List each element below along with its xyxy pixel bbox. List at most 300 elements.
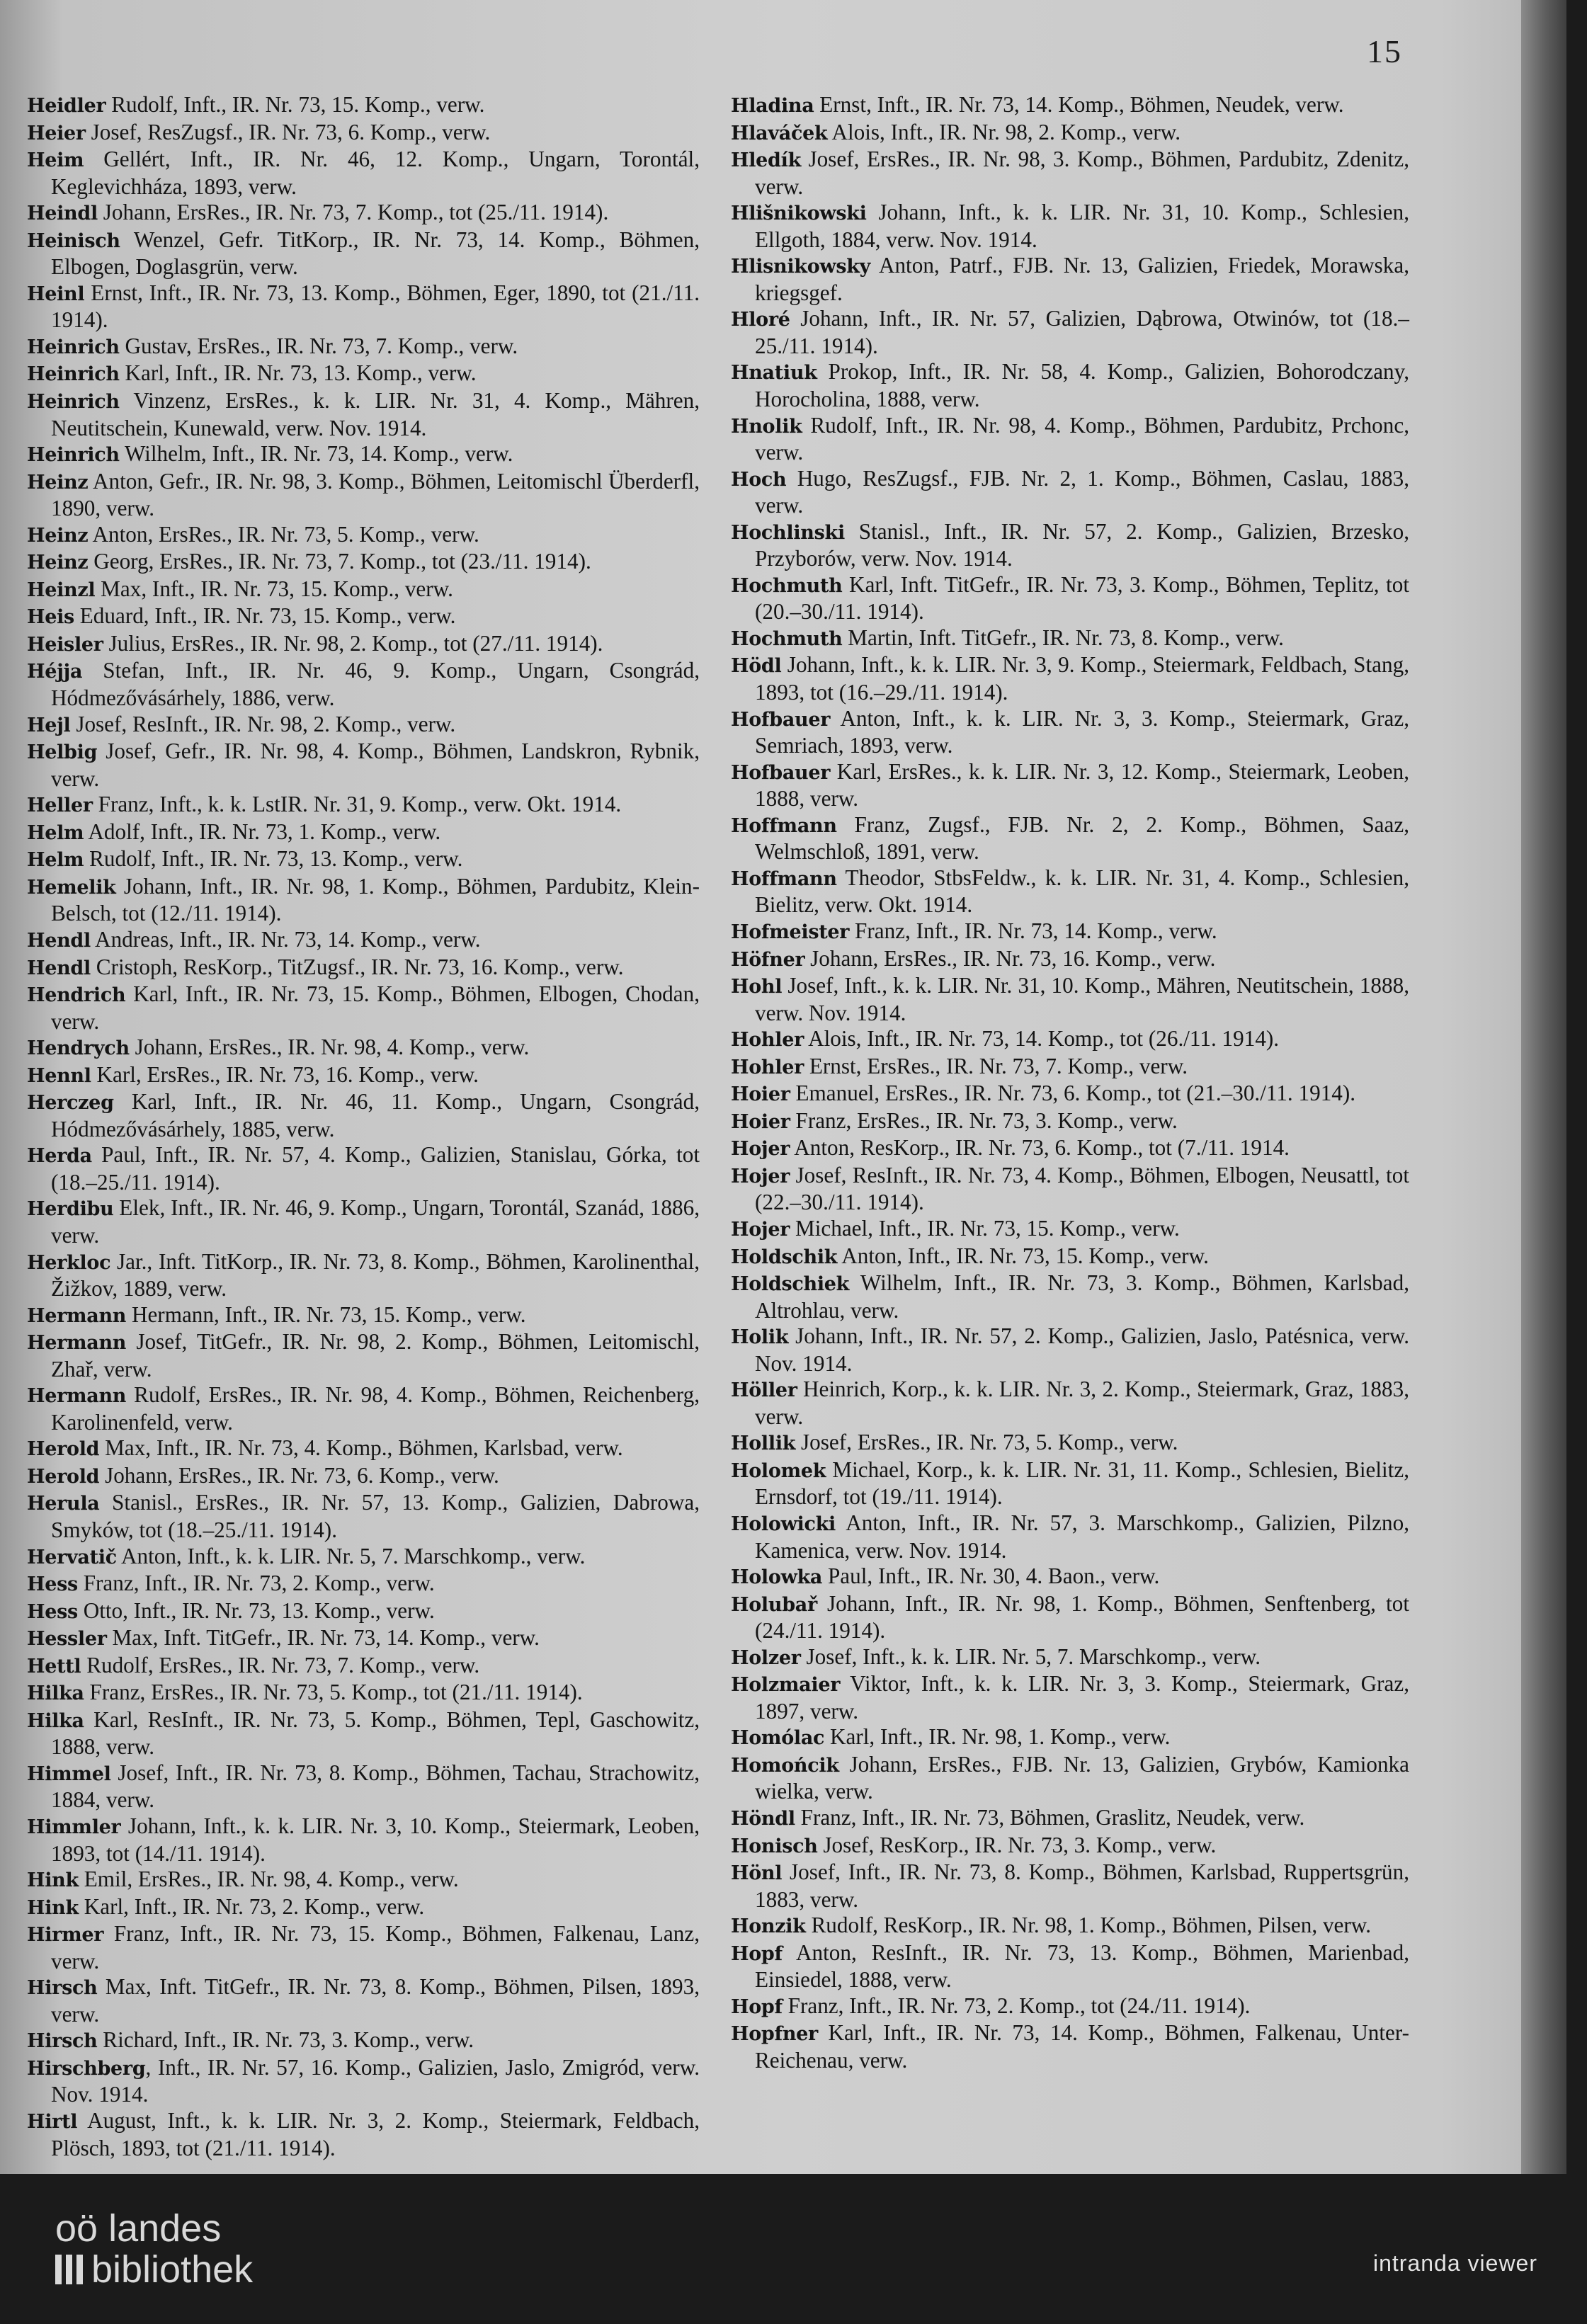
register-entry bbox=[731, 519, 1409, 572]
entry-details: Hugo, ResZugsf., FJB. Nr. 2, 1. Komp., Böhmen, Caslau, 1883, verw. bbox=[755, 465, 1409, 518]
entry-details: Franz, Inft., IR. Nr. 73, Böhmen, Graslitz, Neudek, verw. bbox=[795, 1805, 1305, 1830]
entry-details: Georg, ErsRes., IR. Nr. 73, 7. Komp., tot (23./11. 1914). bbox=[88, 549, 591, 574]
entry-surname: Hermann bbox=[27, 1385, 127, 1408]
entry-details: Johann, Inft., k. k. LIR. Nr. 31, 10. Komp., Schlesien, Ellgoth, 1884, verw. Nov. 1914. bbox=[755, 200, 1409, 252]
entry-details: Anton, ErsRes., IR. Nr. 73, 5. Komp., verw. bbox=[88, 521, 479, 547]
entry-details: Karl, ErsRes., IR. Nr. 73, 16. Komp., verw. bbox=[91, 1061, 479, 1087]
entry-surname: Hilka bbox=[27, 1682, 84, 1705]
register-entry bbox=[27, 1089, 700, 1142]
register-entry bbox=[731, 572, 1409, 625]
entry-details: Michael, Korp., k. k. LIR. Nr. 31, 11. Komp., Schlesien, Bielitz, Ernsdorf, tot (19./11. 1914). bbox=[755, 1457, 1409, 1510]
entry-surname: Holzmaier bbox=[731, 1674, 841, 1697]
entry-surname: Hoffmann bbox=[731, 814, 837, 837]
entry-details: Max, Inft. TitGefr., IR. Nr. 73, 14. Komp., verw. bbox=[106, 1625, 540, 1651]
entry-details: Ernst, Inft., IR. Nr. 73, 13. Komp., Böhmen, Eger, 1890, tot (21./11. 1914). bbox=[51, 280, 700, 333]
entry-details: Karl, Inft., IR. Nr. 73, 14. Komp., Böhmen, Falkenau, Unter-Reichenau, verw. bbox=[755, 2020, 1409, 2073]
entry-details: Karl, Inft., IR. Nr. 73, 15. Komp., Böhmen, Elbogen, Chodan, verw. bbox=[51, 981, 700, 1034]
register-entry bbox=[731, 1108, 1409, 1136]
entry-surname: Hopf bbox=[731, 1942, 783, 1965]
register-entry bbox=[731, 1752, 1409, 1805]
register-entry bbox=[731, 1671, 1409, 1724]
entry-details: Ernst, Inft., IR. Nr. 73, 14. Komp., Böhmen, Neudek, verw. bbox=[814, 92, 1344, 117]
entry-details: Jar., Inft. TitKorp., IR. Nr. 73, 8. Komp., Böhmen, Karolinenthal, Žižkov, 1889, verw. bbox=[51, 1248, 700, 1301]
entry-details: Max, Inft., IR. Nr. 73, 15. Komp., verw. bbox=[95, 576, 453, 601]
entry-surname: Hönl bbox=[731, 1862, 783, 1885]
entry-details: Alois, Inft., IR. Nr. 73, 14. Komp., tot (26./11. 1914). bbox=[804, 1026, 1280, 1052]
logo-line-1: oö landes bbox=[55, 2207, 222, 2250]
register-entry bbox=[27, 631, 700, 659]
entry-details: Paul, Inft., IR. Nr. 57, 4. Komp., Galizien, Stanislau, Górka, tot (18.–25./11. 1914). bbox=[51, 1142, 700, 1195]
entry-surname: Hink bbox=[27, 1896, 79, 1919]
entry-details: Johann, Inft., IR. Nr. 57, 2. Komp., Galizien, Jaslo, Patésnica, verw. Nov. 1914. bbox=[755, 1323, 1409, 1376]
entry-details: Josef, ErsRes., IR. Nr. 98, 3. Komp., Böhmen, Pardubitz, Zdenitz, verw. bbox=[755, 147, 1409, 199]
register-entry bbox=[731, 1243, 1409, 1271]
entry-details: Ernst, ErsRes., IR. Nr. 73, 7. Komp., verw. bbox=[804, 1053, 1188, 1078]
entry-details: Franz, Inft., IR. Nr. 73, 2. Komp., verw. bbox=[77, 1571, 435, 1596]
entry-details: Anton, Inft., IR. Nr. 73, 15. Komp., verw. bbox=[837, 1243, 1209, 1268]
register-entry bbox=[731, 918, 1409, 946]
entry-surname: Hess bbox=[27, 1573, 78, 1596]
entry-details: Josef, ErsRes., IR. Nr. 73, 5. Komp., verw. bbox=[795, 1430, 1178, 1455]
register-entry bbox=[731, 120, 1409, 147]
entry-details: Wilhelm, Inft., IR. Nr. 73, 14. Komp., verw. bbox=[119, 441, 513, 467]
entry-surname: Heinz bbox=[27, 524, 89, 547]
register-entry bbox=[27, 1625, 700, 1653]
entry-surname: Heinrich bbox=[27, 363, 120, 386]
entry-details: Johann, ErsRes., IR. Nr. 73, 7. Komp., tot (25./11. 1914). bbox=[97, 200, 609, 225]
logo-line-2: bibliothek bbox=[91, 2248, 254, 2291]
register-entry bbox=[731, 812, 1409, 865]
entry-surname: Hlisnikowsky bbox=[731, 256, 871, 278]
register-entry bbox=[27, 819, 700, 847]
entry-details: Wilhelm, Inft., IR. Nr. 73, 3. Komp., Böhmen, Karlsbad, Altrohlau, verw. bbox=[755, 1270, 1409, 1323]
entry-surname: Hervatič bbox=[27, 1546, 117, 1568]
entry-surname: Hemelik bbox=[27, 876, 116, 899]
register-entry bbox=[731, 200, 1409, 253]
register-entry bbox=[731, 1591, 1409, 1644]
entry-surname: Heidler bbox=[27, 95, 106, 117]
register-entry bbox=[731, 306, 1409, 359]
entry-surname: Hirtl bbox=[27, 2111, 78, 2134]
register-entry bbox=[27, 1707, 700, 1760]
entry-surname: Hirsch bbox=[27, 1977, 98, 2000]
entry-surname: Hopfner bbox=[731, 2023, 818, 2046]
right-column bbox=[731, 92, 1409, 2073]
entry-details: Theodor, StbsFeldw., k. k. LIR. Nr. 31, 4. Komp., Schlesien, Bielitz, verw. Okt. 1914. bbox=[755, 865, 1409, 918]
entry-surname: Hoier bbox=[731, 1110, 790, 1133]
register-entry bbox=[27, 1813, 700, 1867]
entry-details: Karl, ErsRes., k. k. LIR. Nr. 3, 12. Komp., Steiermark, Leoben, 1888, verw. bbox=[755, 758, 1409, 811]
entry-surname: Héjja bbox=[27, 661, 83, 683]
entry-surname: Hirsch bbox=[27, 2030, 98, 2053]
register-entry bbox=[27, 1329, 700, 1382]
register-entry bbox=[731, 466, 1409, 519]
register-entry bbox=[731, 1026, 1409, 1054]
register-entry bbox=[27, 712, 700, 739]
entry-surname: Höller bbox=[731, 1379, 797, 1402]
entry-surname: Hojer bbox=[731, 1138, 790, 1161]
entry-surname: Hettl bbox=[27, 1655, 81, 1678]
register-entry bbox=[27, 120, 700, 147]
entry-surname: Heinrich bbox=[27, 336, 120, 358]
entry-surname: Heinl bbox=[27, 283, 85, 305]
entry-surname: Hnolik bbox=[731, 415, 802, 438]
register-entry bbox=[27, 1894, 700, 1922]
entry-details: Johann, ErsRes., IR. Nr. 73, 16. Komp., verw. bbox=[804, 945, 1216, 971]
register-entry bbox=[27, 658, 700, 711]
entry-surname: Hoch bbox=[731, 468, 787, 491]
register-entry bbox=[27, 1680, 700, 1707]
entry-surname: Hilka bbox=[27, 1709, 84, 1732]
register-entry bbox=[27, 147, 700, 200]
entry-surname: Heller bbox=[27, 794, 93, 817]
register-entry bbox=[731, 706, 1409, 759]
entry-details: Emil, ErsRes., IR. Nr. 98, 4. Komp., verw. bbox=[78, 1867, 459, 1892]
register-entry bbox=[27, 1463, 700, 1491]
register-entry bbox=[731, 359, 1409, 412]
register-entry bbox=[731, 2020, 1409, 2073]
entry-details: Rudolf, Inft., IR. Nr. 73, 13. Komp., verw. bbox=[84, 846, 463, 872]
entry-details: Rudolf, ErsRes., IR. Nr. 73, 7. Komp., verw. bbox=[81, 1652, 480, 1678]
entry-details: Rudolf, Inft., IR. Nr. 98, 4. Komp., Böhmen, Pardubitz, Prchonc, verw. bbox=[755, 412, 1409, 465]
entry-surname: Heindl bbox=[27, 203, 98, 225]
register-entry bbox=[27, 1598, 700, 1626]
register-entry bbox=[27, 2055, 700, 2108]
entry-details: Franz, Inft., IR. Nr. 73, 14. Komp., verw. bbox=[849, 918, 1217, 943]
register-entry bbox=[731, 1859, 1409, 1913]
entry-details: Gellért, Inft., IR. Nr. 46, 12. Komp., Ungarn, Torontál, Keglevichháza, 1893, verw. bbox=[51, 147, 700, 199]
entry-details: Vinzenz, ErsRes., k. k. LIR. Nr. 31, 4. Komp., Mähren, Neutitschein, Kunewald, verw. Nov. 1914. bbox=[51, 388, 700, 440]
entry-details: Anton, Inft., k. k. LIR. Nr. 5, 7. Marschkomp., verw. bbox=[116, 1543, 586, 1568]
entry-surname: Hessler bbox=[27, 1628, 107, 1651]
entry-details: Karl, Inft., IR. Nr. 73, 13. Komp., verw. bbox=[119, 360, 477, 386]
entry-details: Rudolf, Inft., IR. Nr. 73, 15. Komp., verw. bbox=[106, 92, 485, 117]
entry-details: Josef, Gefr., IR. Nr. 98, 4. Komp., Böhmen, Landskron, Rybnik, verw. bbox=[51, 739, 700, 791]
entry-surname: Hochlinski bbox=[731, 521, 845, 544]
entry-surname: Hochmuth bbox=[731, 574, 843, 597]
entry-details: Johann, Inft., IR. Nr. 98, 1. Komp., Böhmen, Pardubitz, Klein-Belsch, tot (12./11. 1914). bbox=[51, 873, 700, 926]
entry-surname: Helm bbox=[27, 849, 84, 872]
entry-surname: Hopf bbox=[731, 1995, 783, 2018]
entry-details: Wenzel, Gefr. TitKorp., IR. Nr. 73, 14. Komp., Böhmen, Elbogen, Doglasgrün, verw. bbox=[51, 227, 700, 280]
register-entry bbox=[27, 1142, 700, 1195]
register-entry bbox=[27, 1382, 700, 1435]
register-entry bbox=[731, 147, 1409, 200]
entry-surname: Hoier bbox=[731, 1083, 790, 1106]
entry-surname: Hödl bbox=[731, 655, 782, 678]
entry-surname: Herkloc bbox=[27, 1251, 111, 1274]
entry-details: Johann, ErsRes., FJB. Nr. 13, Galizien, Grybów, Kamionka wielka, verw. bbox=[755, 1751, 1409, 1804]
entry-details: Karl, ResInft., IR. Nr. 73, 5. Komp., Böhmen, Tepl, Gaschowitz, 1888, verw. bbox=[51, 1707, 700, 1760]
entry-surname: Holubař bbox=[731, 1593, 817, 1616]
register-entry bbox=[731, 1054, 1409, 1081]
entry-surname: Hloré bbox=[731, 309, 790, 331]
entry-details: Max, Inft., IR. Nr. 73, 4. Komp., Böhmen, Karlsbad, verw. bbox=[99, 1435, 623, 1461]
entry-surname: Hirschberg bbox=[27, 2057, 146, 2080]
entry-details: Heinrich, Korp., k. k. LIR. Nr. 3, 2. Komp., Steiermark, Graz, 1883, verw. bbox=[755, 1377, 1409, 1429]
register-entry bbox=[27, 981, 700, 1035]
register-entry bbox=[27, 1249, 700, 1302]
entry-details: Rudolf, ResKorp., IR. Nr. 98, 1. Komp., Böhmen, Pilsen, verw. bbox=[805, 1913, 1372, 1938]
entry-surname: Hofmeister bbox=[731, 921, 850, 943]
entry-details: Franz, Inft., IR. Nr. 73, 15. Komp., Böhmen, Falkenau, Lanz, verw. bbox=[51, 1921, 700, 1973]
entry-details: Franz, Inft., IR. Nr. 73, 2. Komp., tot (24./11. 1914). bbox=[782, 1993, 1251, 2018]
register-entry bbox=[731, 1940, 1409, 1993]
entry-surname: Hlaváček bbox=[731, 122, 828, 144]
entry-surname: Heis bbox=[27, 606, 74, 629]
entry-surname: Holdschiek bbox=[731, 1273, 850, 1296]
register-entry bbox=[27, 1035, 700, 1062]
entry-surname: Hennl bbox=[27, 1064, 91, 1087]
entry-surname: Hendl bbox=[27, 929, 91, 952]
entry-surname: Honisch bbox=[731, 1835, 818, 1857]
entry-details: Karl, Inft., IR. Nr. 98, 1. Komp., verw. bbox=[824, 1724, 1171, 1750]
register-entry bbox=[731, 1457, 1409, 1510]
register-entry bbox=[27, 576, 700, 604]
entry-surname: Hermann bbox=[27, 1304, 127, 1327]
entry-details: Adolf, Inft., IR. Nr. 73, 1. Komp., verw. bbox=[84, 819, 441, 844]
register-entry bbox=[731, 1724, 1409, 1752]
register-entry bbox=[27, 1062, 700, 1090]
entry-surname: Hink bbox=[27, 1869, 79, 1892]
entry-details: Franz, ErsRes., IR. Nr. 73, 5. Komp., tot (21./11. 1914). bbox=[84, 1680, 583, 1705]
entry-details: Stefan, Inft., IR. Nr. 46, 9. Komp., Ungarn, Csongrád, Hódmezővásárhely, 1886, verw. bbox=[51, 658, 700, 711]
entry-surname: Herold bbox=[27, 1465, 100, 1488]
register-entry bbox=[27, 2027, 700, 2055]
entry-surname: Hollik bbox=[731, 1432, 796, 1455]
register-entry bbox=[731, 946, 1409, 974]
entry-details: Anton, ResKorp., IR. Nr. 73, 6. Komp., tot (7./11. 1914. bbox=[790, 1135, 1290, 1161]
entry-surname: Himmel bbox=[27, 1762, 111, 1785]
entry-surname: Holowicki bbox=[731, 1513, 836, 1535]
entry-surname: Hoffmann bbox=[731, 867, 837, 890]
entry-surname: Homólac bbox=[731, 1727, 825, 1750]
entry-surname: Helm bbox=[27, 821, 84, 844]
entry-surname: Hofbauer bbox=[731, 708, 831, 731]
entry-details: Prokop, Inft., IR. Nr. 58, 4. Komp., Galizien, Bohorodczany, Horocholina, 1888, verw. bbox=[755, 359, 1409, 412]
entry-details: Hermann, Inft., IR. Nr. 73, 15. Komp., verw. bbox=[126, 1301, 526, 1327]
entry-details: Viktor, Inft., k. k. LIR. Nr. 3, 3. Komp., Steiermark, Graz, 1897, verw. bbox=[755, 1671, 1409, 1724]
entry-details: Stanisl., Inft., IR. Nr. 57, 2. Komp., Galizien, Brzesko, Przyborów, verw. Nov. 1914. bbox=[755, 518, 1409, 571]
entry-details: Anton, Inft., IR. Nr. 57, 3. Marschkomp., Galizien, Pilzno, Kamenica, verw. Nov. 1914. bbox=[755, 1510, 1409, 1563]
register-entry bbox=[27, 1195, 700, 1248]
entry-surname: Holdschik bbox=[731, 1246, 838, 1268]
entry-details: Richard, Inft., IR. Nr. 73, 3. Komp., verw. bbox=[97, 2027, 474, 2053]
register-entry bbox=[731, 1135, 1409, 1163]
register-entry bbox=[27, 1921, 700, 1974]
register-entry bbox=[27, 1302, 700, 1330]
entry-surname: Hohler bbox=[731, 1056, 804, 1078]
entry-details: Josef, ResZugsf., IR. Nr. 73, 6. Komp., verw. bbox=[85, 119, 491, 144]
entry-details: Anton, Patrf., FJB. Nr. 13, Galizien, Friedek, Morawska, kriegsgef. bbox=[755, 253, 1409, 305]
register-entry bbox=[27, 441, 700, 469]
register-entry bbox=[27, 927, 700, 955]
entry-details: Anton, ResInft., IR. Nr. 73, 13. Komp., Böhmen, Marienbad, Einsiedel, 1888, verw. bbox=[755, 1939, 1409, 1993]
register-entry bbox=[731, 92, 1409, 120]
entry-surname: Heinisch bbox=[27, 229, 120, 252]
register-entry bbox=[731, 1563, 1409, 1591]
register-entry bbox=[731, 1270, 1409, 1323]
entry-details: Josef, TitGefr., IR. Nr. 98, 2. Komp., Böhmen, Leitomischl, Zhař, verw. bbox=[51, 1329, 700, 1382]
register-entry bbox=[731, 1323, 1409, 1377]
register-entry bbox=[27, 1760, 700, 1813]
entry-details: Andreas, Inft., IR. Nr. 73, 14. Komp., verw. bbox=[90, 926, 481, 952]
entry-surname: Hnatiuk bbox=[731, 362, 817, 385]
entry-surname: Hermann bbox=[27, 1332, 127, 1355]
book-spine-shadow bbox=[1521, 0, 1566, 2174]
register-entry bbox=[27, 955, 700, 982]
entry-surname: Heinz bbox=[27, 552, 89, 574]
page-number: 15 bbox=[1367, 33, 1402, 69]
entry-details: Emanuel, ErsRes., IR. Nr. 73, 6. Komp., tot (21.–30./11. 1914). bbox=[790, 1081, 1356, 1106]
entry-surname: Hojer bbox=[731, 1165, 790, 1187]
register-entry bbox=[27, 92, 700, 120]
entry-surname: Heinrich bbox=[27, 391, 120, 414]
register-entry bbox=[27, 280, 700, 334]
entry-details: Franz, Inft., k. k. LstIR. Nr. 31, 9. Komp., verw. Okt. 1914. bbox=[92, 792, 622, 817]
register-entry bbox=[27, 603, 700, 631]
register-entry bbox=[731, 1805, 1409, 1833]
register-entry bbox=[27, 334, 700, 361]
register-entry bbox=[27, 792, 700, 819]
register-entry bbox=[27, 1544, 700, 1571]
entry-details: August, Inft., k. k. LIR. Nr. 3, 2. Komp., Steiermark, Feldbach, Plösch, 1893, tot (21./11. 1914). bbox=[51, 2108, 700, 2160]
register-entry bbox=[27, 1571, 700, 1598]
logo-bars-icon bbox=[55, 2255, 83, 2284]
register-entry bbox=[27, 522, 700, 549]
register-entry bbox=[27, 2108, 700, 2161]
entry-surname: Hochmuth bbox=[731, 627, 843, 650]
register-entry bbox=[27, 200, 700, 227]
register-entry bbox=[731, 1377, 1409, 1430]
register-entry bbox=[27, 1490, 700, 1543]
register-entry bbox=[731, 1913, 1409, 1940]
entry-surname: Hirmer bbox=[27, 1924, 104, 1947]
register-entry bbox=[27, 874, 700, 927]
entry-surname: Herda bbox=[27, 1145, 92, 1168]
entry-surname: Heier bbox=[27, 122, 86, 144]
register-entry bbox=[27, 388, 700, 441]
entry-details: Josef, Inft., k. k. LIR. Nr. 31, 10. Komp., Mähren, Neutitschein, 1888, verw. Nov. 1914. bbox=[755, 973, 1409, 1025]
entry-details: Anton, Gefr., IR. Nr. 98, 3. Komp., Böhmen, Leitomischl Überderfl, 1890, verw. bbox=[51, 468, 700, 521]
entry-surname: Heinzl bbox=[27, 579, 96, 601]
entry-details: Eduard, Inft., IR. Nr. 73, 15. Komp., verw. bbox=[74, 603, 456, 629]
entry-details: Michael, Inft., IR. Nr. 73, 15. Komp., verw. bbox=[790, 1215, 1180, 1241]
left-column bbox=[27, 92, 700, 2161]
entry-details: Stanisl., ErsRes., IR. Nr. 57, 13. Komp., Galizien, Dabrowa, Smyków, tot (18.–25./11. 1914). bbox=[51, 1490, 700, 1542]
entry-details: Otto, Inft., IR. Nr. 73, 13. Komp., verw. bbox=[77, 1597, 435, 1623]
entry-details: Johann, Inft., k. k. LIR. Nr. 3, 9. Komp., Steiermark, Feldbach, Stang, 1893, tot (16.–29./11. 1914). bbox=[755, 652, 1409, 705]
register-entry bbox=[27, 360, 700, 388]
entry-surname: Hledík bbox=[731, 149, 801, 172]
entry-details: Karl, Inft., IR. Nr. 73, 2. Komp., verw. bbox=[78, 1893, 425, 1919]
register-entry bbox=[27, 1974, 700, 2027]
entry-details: Josef, ResInft., IR. Nr. 98, 2. Komp., verw. bbox=[70, 711, 456, 736]
entry-details: Martin, Inft. TitGefr., IR. Nr. 73, 8. Komp., verw. bbox=[842, 625, 1284, 650]
entry-surname: Hohler bbox=[731, 1029, 804, 1052]
entry-surname: Höndl bbox=[731, 1808, 795, 1830]
entry-details: Johann, ErsRes., IR. Nr. 98, 4. Komp., verw. bbox=[129, 1035, 530, 1060]
register-entry bbox=[731, 652, 1409, 705]
library-logo bbox=[55, 2208, 253, 2290]
entry-details: Josef, ResKorp., IR. Nr. 73, 3. Komp., verw. bbox=[817, 1832, 1217, 1857]
entry-surname: Honzik bbox=[731, 1915, 806, 1938]
entry-details: Johann, Inft., IR. Nr. 57, Galizien, Dąbrowa, Otwinów, tot (18.–25./11. 1914). bbox=[755, 306, 1409, 358]
entry-surname: Homońcik bbox=[731, 1754, 839, 1777]
entry-details: Josef, Inft., IR. Nr. 73, 8. Komp., Böhmen, Tachau, Strachowitz, 1884, verw. bbox=[51, 1760, 700, 1813]
entry-details: Julius, ErsRes., IR. Nr. 98, 2. Komp., tot (27./11. 1914). bbox=[103, 630, 603, 656]
register-entry bbox=[731, 1993, 1409, 2021]
entry-details: Franz, ErsRes., IR. Nr. 73, 3. Komp., verw. bbox=[790, 1107, 1178, 1133]
register-entry bbox=[731, 1163, 1409, 1216]
register-entry bbox=[731, 1081, 1409, 1108]
register-entry bbox=[27, 549, 700, 576]
entry-surname: Holowka bbox=[731, 1566, 823, 1589]
entry-surname: Herdibu bbox=[27, 1198, 114, 1221]
entry-details: Rudolf, ErsRes., IR. Nr. 98, 4. Komp., Böhmen, Reichenberg, Karolinenfeld, verw. bbox=[51, 1382, 700, 1435]
register-entry bbox=[731, 1510, 1409, 1563]
entry-details: Karl, Inft., IR. Nr. 46, 11. Komp., Ungarn, Csongrád, Hódmezővásárhely, 1885, verw. bbox=[51, 1089, 700, 1141]
entry-details: Cristoph, ResKorp., TitZugsf., IR. Nr. 73, 16. Komp., verw. bbox=[90, 954, 624, 979]
entry-details: Karl, Inft. TitGefr., IR. Nr. 73, 3. Komp., Böhmen, Teplitz, tot (20.–30./11. 1914). bbox=[755, 571, 1409, 625]
register-entry bbox=[731, 1430, 1409, 1457]
register-entry bbox=[27, 1867, 700, 1894]
entry-surname: Hojer bbox=[731, 1218, 790, 1241]
entry-details: Johann, ErsRes., IR. Nr. 73, 6. Komp., verw. bbox=[99, 1462, 499, 1488]
entry-details: Gustav, ErsRes., IR. Nr. 73, 7. Komp., verw. bbox=[119, 333, 518, 358]
register-entry bbox=[731, 413, 1409, 466]
register-entry bbox=[731, 759, 1409, 812]
entry-surname: Helbig bbox=[27, 741, 98, 764]
entry-surname: Hladina bbox=[731, 95, 814, 117]
entry-details: Elek, Inft., IR. Nr. 46, 9. Komp., Ungarn, Torontál, Szanád, 1886, verw. bbox=[51, 1195, 700, 1248]
entry-surname: Herold bbox=[27, 1438, 100, 1461]
register-entry bbox=[731, 1833, 1409, 1860]
register-entry bbox=[731, 973, 1409, 1026]
register-entry bbox=[27, 469, 700, 522]
entry-surname: Heinz bbox=[27, 471, 89, 494]
entry-surname: Holomek bbox=[731, 1459, 826, 1482]
entry-surname: Hejl bbox=[27, 714, 71, 736]
entry-surname: Hendrych bbox=[27, 1037, 130, 1060]
entry-details: Johann, Inft., k. k. LIR. Nr. 3, 10. Komp., Steiermark, Leoben, 1893, tot (14./11. 1914). bbox=[51, 1813, 700, 1866]
entry-surname: Hlišnikowski bbox=[731, 203, 867, 225]
register-entry bbox=[27, 739, 700, 792]
register-entry bbox=[27, 227, 700, 280]
entry-surname: Heinrich bbox=[27, 444, 120, 467]
register-entry bbox=[27, 846, 700, 874]
entry-details: , Inft., IR. Nr. 57, 16. Komp., Galizien, Jaslo, Zmigród, verw. Nov. 1914. bbox=[51, 2054, 700, 2107]
entry-surname: Höfner bbox=[731, 948, 805, 971]
viewer-label: intranda viewer bbox=[1373, 2250, 1537, 2276]
entry-details: Franz, Zugsf., FJB. Nr. 2, 2. Komp., Böhmen, Saaz, Welmschloß, 1891, verw. bbox=[755, 811, 1409, 865]
entry-details: Alois, Inft., IR. Nr. 98, 2. Komp., verw. bbox=[827, 119, 1181, 144]
entry-surname: Hohl bbox=[731, 976, 783, 998]
register-entry bbox=[27, 1653, 700, 1680]
entry-surname: Hendl bbox=[27, 957, 91, 979]
entry-surname: Himmler bbox=[27, 1816, 121, 1838]
entry-details: Anton, Inft., k. k. LIR. Nr. 3, 3. Komp., Steiermark, Graz, Semriach, 1893, verw. bbox=[755, 705, 1409, 758]
entry-surname: Holzer bbox=[731, 1646, 801, 1669]
entry-surname: Holik bbox=[731, 1326, 789, 1349]
register-entry bbox=[731, 865, 1409, 918]
entry-surname: Hendrich bbox=[27, 984, 126, 1007]
entry-surname: Herczeg bbox=[27, 1092, 114, 1115]
entry-details: Josef, Inft., IR. Nr. 73, 8. Komp., Böhmen, Karlsbad, Ruppertsgrün, 1883, verw. bbox=[755, 1859, 1409, 1912]
entry-surname: Hofbauer bbox=[731, 761, 831, 784]
entry-details: Max, Inft. TitGefr., IR. Nr. 73, 8. Komp., Böhmen, Pilsen, 1893, verw. bbox=[51, 1974, 700, 2027]
entry-details: Paul, Inft., IR. Nr. 30, 4. Baon., verw. bbox=[822, 1563, 1160, 1589]
